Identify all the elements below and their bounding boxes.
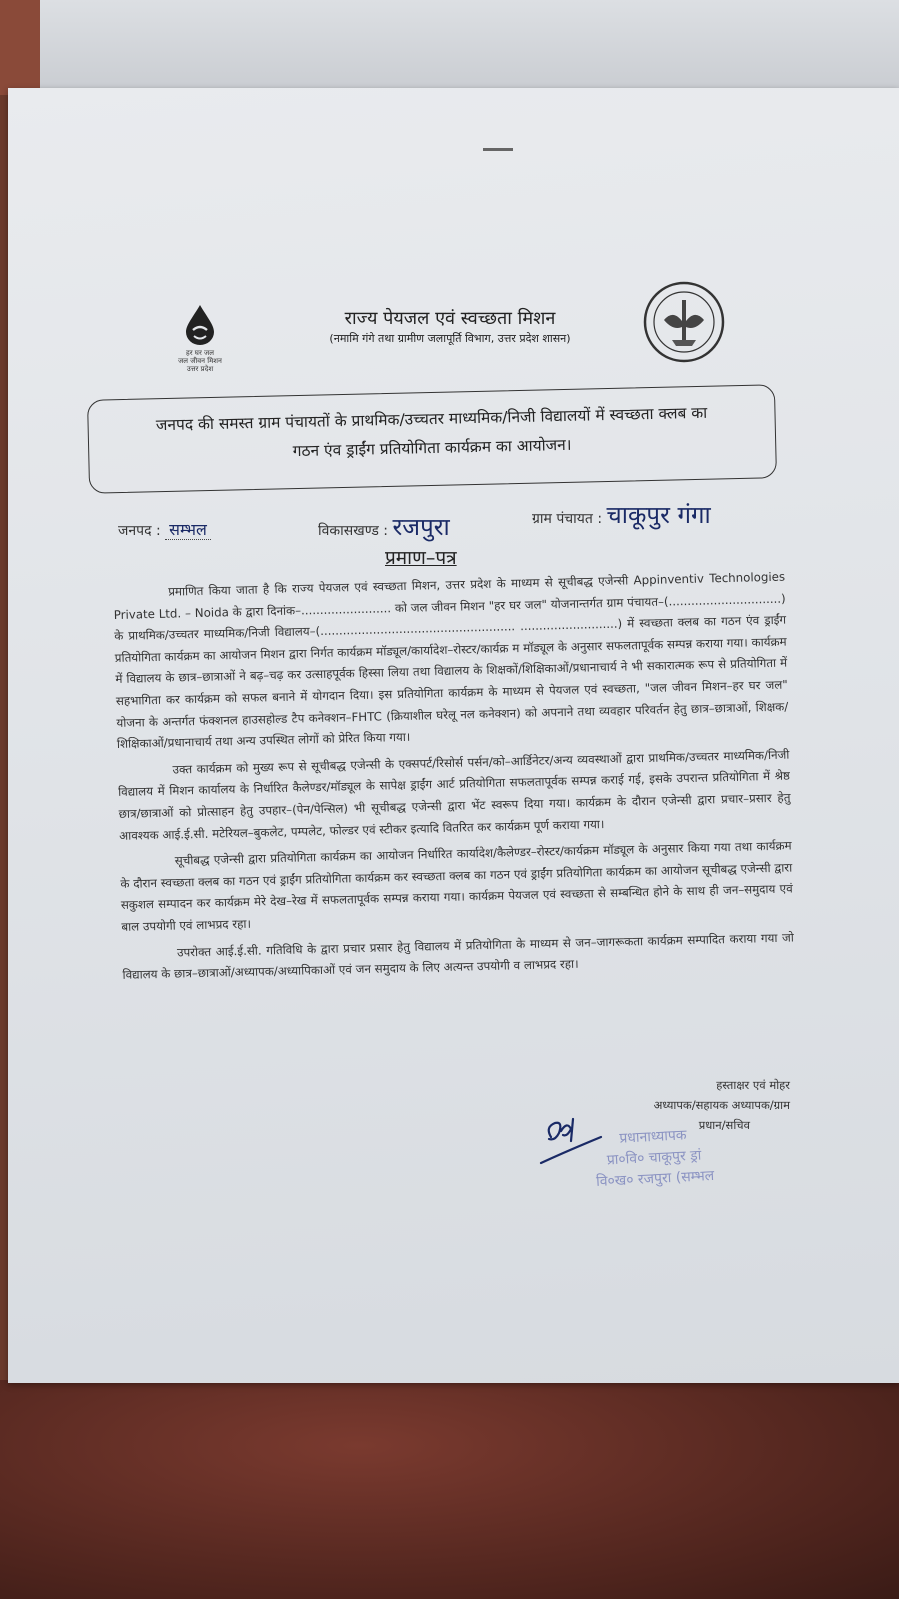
block-label: विकासखण्ड :: [318, 523, 389, 539]
subject-line-1: जनपद की समस्त ग्राम पंचायतों के प्राथमिक/उच्चतर माध्यमिक/निजी विद्यालयों में स्वच्छता क्लब का: [155, 403, 708, 435]
water-drop-icon: [183, 303, 217, 345]
paragraph-2: उक्त कार्यक्रम को मुख्य रूप से सूचीबद्ध एजेन्सी के एक्सपर्ट/रिसोर्स पर्सन/को–आर्डिनेटर/अन्य व्यवस्थाओं द्वारा प्राथमिक/उच्चतर माध्यमिक/निजी विद्यालय में मिशन कार्यालय के निर्धारित कैलेण्डर/मॉड्यूल के सापेक्ष ड्राईंग आर्ट प्रतियोगिता सफलतापूर्वक सम्पन्न कराई गई, इसके उपरान्त प्रतियोगिता में श्रेष्ठ छात्र/छात्राओं को प्रोत्साहन हेतु उपहार–(पेन/पेन्सिल) भी सूचीबद्ध एजेन्सी द्वारा भेंट स्वरूप दिया गया। कार्यक्रम के दौरान एजेन्सी द्वारा प्रचार–प्रसार हेतु आवश्यक आई.ई.सी. मटेरियल–बुकलेट, पम्पलेट, फोल्डर एवं स्टीकर इत्यादि वितरित कर कार्यक्रम पूर्ण कराया गया।: [117, 747, 791, 843]
subject-text: [94, 397, 769, 470]
paragraph-4: उपरोक्त आई.ई.सी. गतिविधि के द्वारा प्रचार प्रसार हेतु विद्यालय में प्रतियोगिता के माध्यम से जन–जागरूकता कार्यक्रम सम्पादित कराया गया जो विद्यालय के छात्र–छात्राओं/अध्यापक/अध्यापिकाओं एवं जन समुदाय के लिए अत्यन्त उपयोगी व लाभप्रद रहा।: [122, 929, 795, 982]
logo-text-line-2: जल जीवन मिशन: [178, 357, 222, 365]
stamp-line-2: प्रा०वि० चाकूपुर ड्रां: [606, 1147, 702, 1169]
block-value: रजपुरा: [392, 513, 450, 541]
panchayat-value: चाकूपुर गंगा: [606, 501, 711, 529]
panchayat-label: ग्राम पंचायत :: [532, 511, 603, 527]
table-surface: [0, 1380, 899, 1599]
logo-text-line-3: उत्तर प्रदेश: [186, 365, 214, 373]
stamp-line-1: प्रधानाध्यापक: [618, 1127, 687, 1147]
district-field: [118, 518, 211, 540]
official-stamp: [593, 1124, 714, 1193]
har-ghar-jal-logo: [165, 303, 235, 375]
background-top: [0, 0, 899, 95]
organization-subtitle: (नमामि गंगे तथा ग्रामीण जलापूर्ति विभाग, उत्तर प्रदेश शासन): [329, 332, 571, 345]
block-field: [318, 510, 450, 543]
paragraph-3: सूचीबद्ध एजेन्सी द्वारा प्रतियोगिता कार्यक्रम का आयोजन निर्धारित कार्यादेश/कैलेण्डर–रोस्टर/कार्यक्रम मॉड्यूल के अनुसार किया गया तथा कार्यक्रम के दौरान स्वच्छता क्लब का गठन एवं ड्राईंग प्रतियोगिता कार्यक्रम कर स्वच्छता क्लब का गठन एवं ड्राईंग प्रतियोगिता कार्यक्रम का आयोजन सूचीबद्ध एजेन्सी द्वारा सकुशल सम्पादन कर कार्यक्रम मेरे देख–रेख में सफलतापूर्वक सम्पन्न कराया गया। कार्यक्रम पेयजल एवं स्वच्छता से सम्बन्धित होने के साथ ही जन–समुदाय एवं बाल उपयोगी एवं लाभप्रद रहा।: [120, 838, 793, 934]
certificate-title: प्रमाण–पत्र: [385, 547, 457, 569]
top-dash: [483, 148, 513, 151]
signature-caption: हस्ताक्षर एवं मोहर: [716, 1078, 790, 1092]
subject-box: [87, 384, 777, 494]
district-label: जनपद :: [118, 523, 161, 539]
stamp-line-3: वि०ख० रजपुरा (सम्भल: [595, 1167, 715, 1191]
organization-title: राज्य पेयजल एवं स्वच्छता मिशन: [344, 308, 556, 329]
subject-line-2: गठन एंव ड्राईंग प्रतियोगिता कार्यक्रम का आयोजन।: [292, 435, 572, 461]
background-top-edge: [0, 0, 40, 95]
logo-text-line-1: हर घर जल: [186, 349, 214, 357]
signature-designation-1: अध्यापक/सहायक अध्यापक/ग्राम: [653, 1098, 790, 1112]
district-value: सम्भल: [165, 520, 211, 540]
paragraph-1: प्रमाणित किया जाता है कि राज्य पेयजल एवं स्वच्छता मिशन, उत्तर प्रदेश के माध्यम से सूचीबद्ध एजेन्सी Appinventiv Technologies Private Ltd. – Noida के द्वारा दिनांक–........................ को जल जीवन मिशन "हर घर जल" योजनान्तर्गत ग्राम पंचायत–(..............................) के प्राथमिक/उच्चतर माध्यमिक/निजी विद्यालय–(.................................................... ..........................) में स्वच्छता क्लब का गठन एंव ड्राईंग प्रतियोगिता कार्यक्रम का आयोजन मिशन द्वारा निर्गत कार्यक्रम मॉड्यूल/कार्यादेश–रोस्टर/कार्यक्र म मॉड्यूल के अनुसार सफलतापूर्वक सम्पन्न कराया गया। कार्यक्रम में विद्यालय के छात्र–छात्राओं ने बढ़–चढ़ कर उत्साहपूर्वक हिस्सा लिया तथा विद्यालय के शिक्षकों/शिक्षिकाओं/प्रधानाचार्य ने भी सकारात्मक रूप से प्रतियोगिता में सहभागिता कर कार्यक्रम को सफल बनाने में योगदान दिया। इस प्रतियोगिता कार्यक्रम के माध्यम से पेयजल एवं स्वच्छता, "जल जीवन मिशन–हर घर जल" योजना के अन्तर्गत फंक्शनल हाउसहोल्ड टैप कनेक्शन–FHTC (क्रियाशील घरेलू नल कनेक्शन) को अपनाने तथा व्यवहार परिवर्तन हेतु छात्र–छात्राओं, शिक्षक/शिक्षिकाओं/प्रधानाचार्य तथा अन्य उपस्थित लोगों को प्रेरित किया गया।: [113, 569, 789, 752]
panchayat-field: [532, 498, 711, 531]
certificate-body: [113, 567, 795, 992]
signature-designation-2: प्रधान/सचिव: [698, 1118, 750, 1132]
